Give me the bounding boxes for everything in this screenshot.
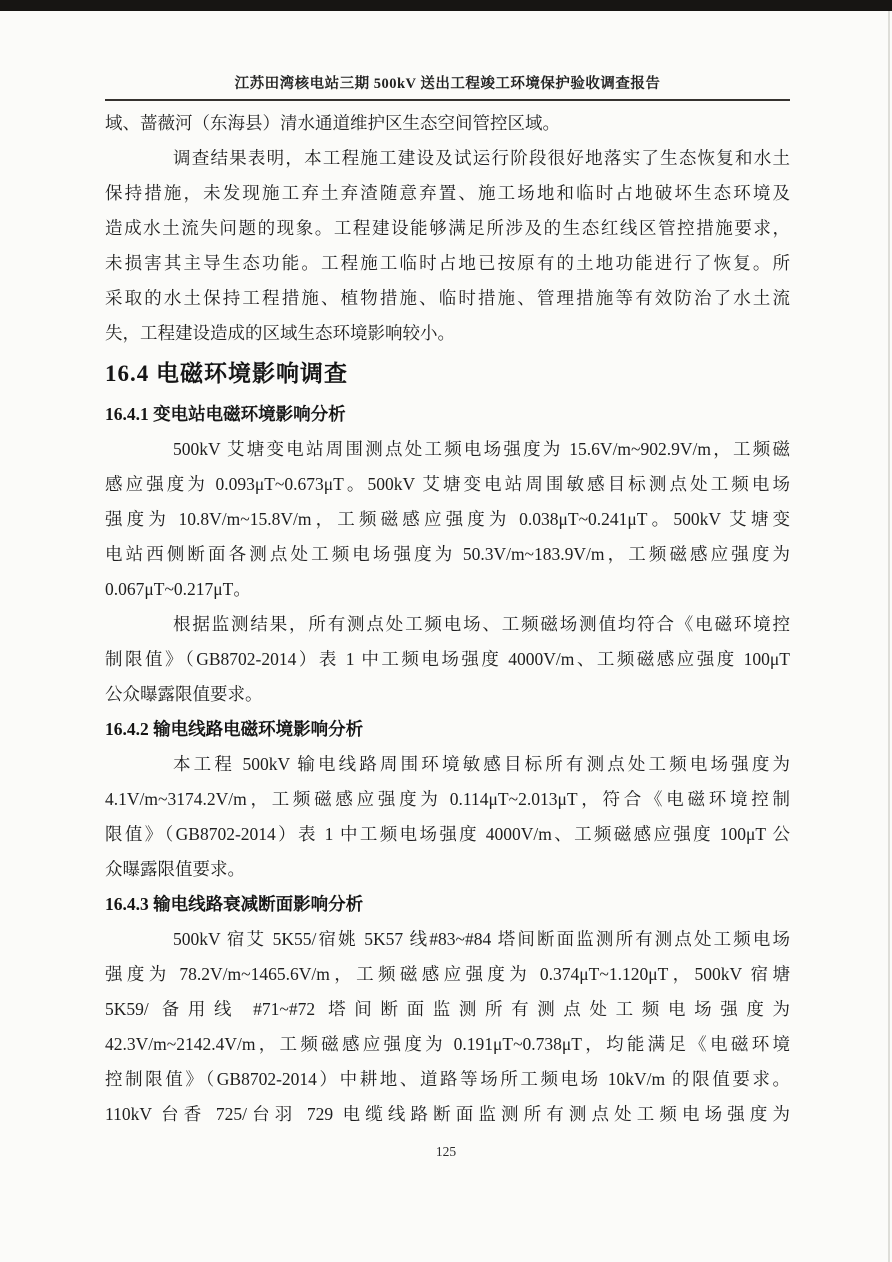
paragraph-line: 强度为 10.8V/m~15.8V/m，工频磁感应强度为 0.038μT~0.241μT。500kV 艾塘变 (105, 509, 790, 529)
paragraph-line: 本工程 500kV 输电线路周围环境敏感目标所有测点处工频电场强度为 (173, 754, 790, 774)
paragraph-line: 电站西侧断面各测点处工频电场强度为 50.3V/m~183.9V/m，工频磁感应强度为 (105, 544, 790, 564)
section-heading-16-4: 16.4 电磁环境影响调查 (105, 361, 348, 386)
paragraph-line: 5K59/ 备用线 #71~#72 塔间断面监测所有测点处工频电场强度为 (105, 999, 790, 1019)
page-number: 125 (435, 1144, 457, 1159)
paragraph-line: 保持措施，未发现施工弃土弃渣随意弃置、施工场地和临时占地破坏生态环境及 (105, 183, 790, 203)
paragraph-line: 根据监测结果，所有测点处工频电场、工频磁场测值均符合《电磁环境控 (173, 614, 790, 634)
paragraph-line: 110kV 台香 725/台羽 729 电缆线路断面监测所有测点处工频电场强度为 (105, 1104, 790, 1124)
page-body (105, 106, 790, 1132)
paragraph-line: 500kV 艾塘变电站周围测点处工频电场强度为 15.6V/m~902.9V/m，工频磁 (173, 439, 790, 459)
scan-edge-top (0, 0, 892, 11)
paragraph-line: 强度为 78.2V/m~1465.6V/m，工频磁感应强度为 0.374μT~1.120μT，500kV 宿塘 (105, 964, 790, 984)
scan-edge-right (888, 11, 890, 1262)
paragraph-line: 公众曝露限值要求。 (105, 684, 263, 704)
paragraph-line: 域、蔷薇河（东海县）清水通道维护区生态空间管控区域。 (105, 113, 560, 133)
paragraph-line: 限值》（GB8702-2014）表 1 中工频电场强度 4000V/m、工频磁感应强度 100μT 公 (105, 824, 790, 844)
paragraph-line: 0.067μT~0.217μT。 (105, 579, 251, 599)
running-header (105, 72, 790, 101)
paragraph-line: 42.3V/m~2142.4V/m，工频磁感应强度为 0.191μT~0.738μT，均能满足《电磁环境 (105, 1034, 790, 1054)
paragraph-line: 控制限值》（GB8702-2014）中耕地、道路等场所工频电场 10kV/m 的限值要求。 (105, 1069, 790, 1089)
paragraph-line: 500kV 宿艾 5K55/宿姚 5K57 线#83~#84 塔间断面监测所有测点处工频电场 (173, 929, 790, 949)
paragraph-line: 制限值》（GB8702-2014）表 1 中工频电场强度 4000V/m、工频磁感应强度 100μT (105, 649, 790, 669)
paragraph-line: 4.1V/m~3174.2V/m，工频磁感应强度为 0.114μT~2.013μT，符合《电磁环境控制 (105, 789, 790, 809)
report-title: 江苏田湾核电站三期 500kV 送出工程竣工环境保护验收调查报告 (234, 76, 661, 92)
paragraph-line: 众曝露限值要求。 (105, 859, 245, 879)
paragraph-line: 感应强度为 0.093μT~0.673μT。500kV 艾塘变电站周围敏感目标测点处工频电场 (105, 474, 790, 494)
paragraph-line: 失，工程建设造成的区域生态环境影响较小。 (105, 323, 455, 343)
subsection-heading-16-4-2: 16.4.2 输电线路电磁环境影响分析 (105, 719, 364, 739)
paragraph-line: 未损害其主导生态功能。工程施工临时占地已按原有的土地功能进行了恢复。所 (105, 253, 790, 273)
paragraph-line: 采取的水土保持工程措施、植物措施、临时措施、管理措施等有效防治了水土流 (105, 288, 790, 308)
paragraph-line: 调查结果表明，本工程施工建设及试运行阶段很好地落实了生态恢复和水土 (173, 148, 790, 168)
paragraph-line: 造成水土流失问题的现象。工程建设能够满足所涉及的生态红线区管控措施要求， (105, 218, 790, 238)
page-footer (0, 1144, 892, 1160)
subsection-heading-16-4-1: 16.4.1 变电站电磁环境影响分析 (105, 404, 346, 424)
subsection-heading-16-4-3: 16.4.3 输电线路衰减断面影响分析 (105, 894, 364, 914)
header-rule (105, 99, 790, 101)
